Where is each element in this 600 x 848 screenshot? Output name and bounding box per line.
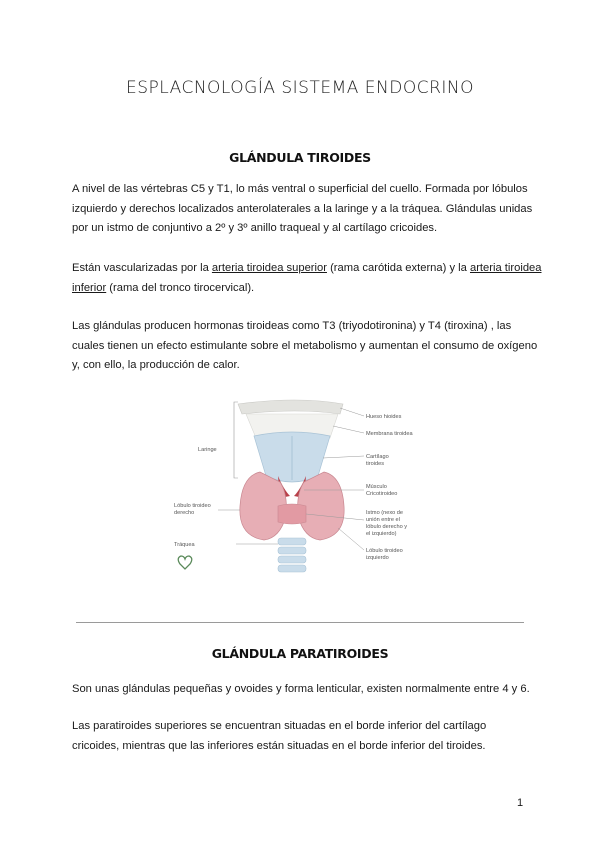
text-fragment: (rama del tronco tirocervical). <box>106 281 255 294</box>
page-number: 1 <box>517 797 524 809</box>
section-heading-paratiroides: GLÁNDULA PARATIROIDES <box>211 646 389 661</box>
page-title: ESPLACNOLOGÍA SISTEMA ENDOCRINO <box>125 78 475 98</box>
label-traquea: Tráquea <box>174 542 195 548</box>
link-arteria-superior[interactable]: arteria tiroidea superior <box>211 262 327 274</box>
paragraph-tiroides-vascular <box>72 259 542 298</box>
label-cartilago-2: tiroides <box>366 461 385 467</box>
paragraph-tiroides-location: A nivel de las vértebras C5 y T1, lo más ventral o superficial del cuello. Formada por lóbulos izquierdo y derechos localizados anterolaterales a la laringe y a la tráquea. Glándulas unidas por un istmo de conjuntivo a 2º y 3º anillo traqueal y al cartílago cricoides. <box>72 183 533 234</box>
label-lobulo-derecho-2: derecho <box>174 510 195 516</box>
label-musculo-1: Músculo <box>366 484 387 490</box>
label-lobulo-izquierdo-2: izquierdo <box>366 555 389 561</box>
label-lobulo-izquierdo-1: Lóbulo tiroideo <box>366 548 403 554</box>
label-istmo-4: el izquierdo) <box>366 531 397 537</box>
label-istmo-1: Istmo (nexo de <box>366 510 403 516</box>
label-laringe: Laringe <box>198 447 217 453</box>
label-istmo-2: unión entre el <box>366 517 400 523</box>
section-heading-tiroides: GLÁNDULA TIROIDES <box>229 150 371 165</box>
link-arteria-inferior[interactable]: arteria tiroidea inferior <box>72 262 542 294</box>
section-divider <box>76 622 524 623</box>
thyroid-anatomy-figure <box>168 398 426 576</box>
label-musculo-2: Cricotiroideo <box>366 491 398 497</box>
label-membrana-tiroidea: Membrana tiroidea <box>366 431 413 437</box>
text-fragment: Están vascularizadas por la <box>72 262 212 274</box>
label-hueso-hioides: Hueso hioides <box>366 414 402 420</box>
paragraph-paratiroides-situacion: Las paratiroides superiores se encuentran situadas en el borde inferior del cartílago cricoides, mientras que las inferiores están situadas en el borde inferior del tiroides. <box>72 720 487 752</box>
label-istmo-3: lóbulo derecho y <box>366 524 408 530</box>
text-fragment: (rama carótida externa) y la <box>326 262 470 274</box>
label-cartilago-1: Cartílago <box>366 454 389 460</box>
paragraph-tiroides-hormonas: Las glándulas producen hormonas tiroideas como T3 (triyodotironina) y T4 (tiroxina) , las cuales tienen un efecto estimulante sobre el metabolismo y aumentan el consumo de oxígeno y, con ello, la producción de calor. <box>72 320 538 371</box>
paragraph-paratiroides-forma: Son unas glándulas pequeñas y ovoides y forma lenticular, existen normalmente entre 4 y 6. <box>72 683 530 695</box>
heart-logo-icon <box>178 556 192 569</box>
label-lobulo-derecho-1: Lóbulo tiroideo <box>174 503 211 509</box>
